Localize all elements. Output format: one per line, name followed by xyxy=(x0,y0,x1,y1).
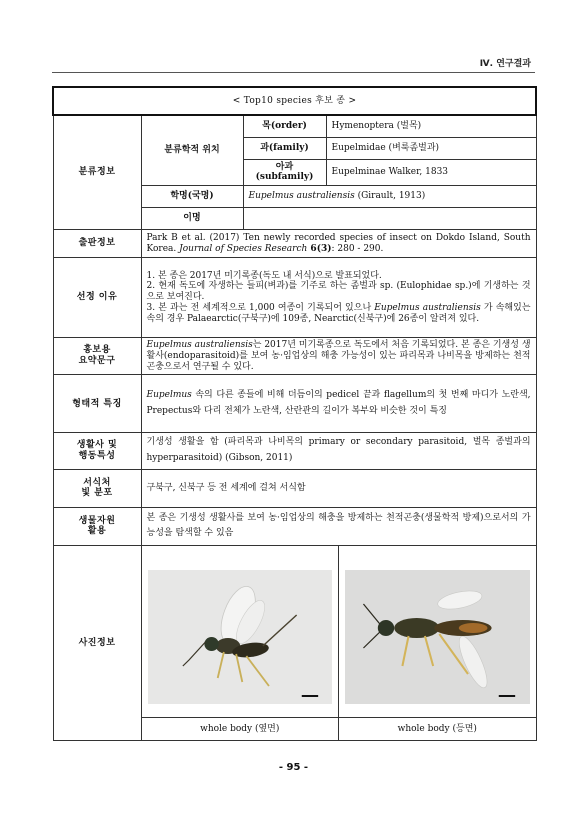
ecology-text: 기생성 생활을 함 (파리목과 나비목의 primary or secondary parasitoid, 벌목 종벌과의 hyperparasitoid) (Gibson, 2011) xyxy=(141,433,536,470)
promotion-body: 는 2017년 미기록종으로 독도에서 처음 기록되었다. 본 종은 기생성 생활사(endoparasitoid)를 보여 농·임업상의 해충 가능성이 있는 파리목과 나비목을 방제하는 천적곤충으로서 연구될 수 있다. xyxy=(146,340,531,372)
distribution-text: 구북구, 신북구 등 전 세계에 걸쳐 서식함 xyxy=(141,469,536,507)
wasp-dorsal-image xyxy=(345,570,530,704)
caption-lateral: whole body (옆면) xyxy=(142,717,339,740)
scientific-name-label: 학명(국명) xyxy=(141,186,243,208)
promotion-label xyxy=(53,338,141,375)
utilization-text: 본 종은 기생성 생활사를 보여 농·임업상의 해충을 방제하는 천적곤충(생물학적 방제)으로서의 가능성을 탐색할 수 있음 xyxy=(141,507,536,545)
ecology-label-line2: 행동특성 xyxy=(78,451,116,462)
utilization-label-line1: 생물자원 xyxy=(78,515,116,526)
morphology-genus: Eupelmus xyxy=(146,390,192,401)
promotion-label-line2: 요약문구 xyxy=(78,356,116,367)
header-rule xyxy=(52,72,535,73)
taxonomic-position-label: 분류학적 위치 xyxy=(141,115,243,186)
publication-label: 출판정보 xyxy=(53,230,141,258)
caption-dorsal: whole body (등면) xyxy=(339,717,536,740)
selection-item-3-b: 가 속해있는 속의 경우 Palaearctic(구북구)에 109종, Nearctic(신북구)에 26종이 알려져 있다. xyxy=(146,302,531,324)
subfamily-label: 아과(subfamily) xyxy=(243,159,326,186)
selection-item-1: 1. 본 종은 2017년 미기록종(독도 내 서식)으로 발표되었다. xyxy=(146,270,382,281)
scientific-name-value xyxy=(243,186,536,208)
selection-reason-label: 선정 이유 xyxy=(53,258,141,338)
selection-item-3-a: 3. 본 과는 전 세계적으로 1,000 여종이 기록되어 있으나 xyxy=(146,302,375,313)
ecology-label-line1: 생활사 및 xyxy=(76,440,118,451)
utilization-label-line2: 활용 xyxy=(87,526,107,537)
family-label: 과(family) xyxy=(243,137,326,159)
promotion-text xyxy=(141,338,536,375)
selection-item-2: 2. 현재 독도에 자생하는 들피(벼과)를 기주로 하는 좀벌과 sp. (Eulophidae sp.)에 기생하는 것으로 보여진다. xyxy=(146,281,531,303)
scientific-name-author: (Girault, 1913) xyxy=(354,191,426,202)
photo-lateral xyxy=(142,546,339,740)
journal-pages: : 280 - 290. xyxy=(331,243,384,254)
distribution-label-line2: 빛 분포 xyxy=(81,488,113,499)
order-label: 목(order) xyxy=(243,115,326,137)
species-info-table xyxy=(52,86,537,741)
selection-item-3 xyxy=(147,303,531,325)
chapter-header: Ⅳ. 연구결과 xyxy=(479,59,531,69)
morphology-text xyxy=(141,375,536,433)
distribution-label-line1: 서식처 xyxy=(83,477,111,488)
wasp-lateral-image xyxy=(148,570,333,704)
journal-name: Journal of Species Research xyxy=(179,243,308,254)
taxonomy-label: 분류정보 xyxy=(53,115,141,230)
morphology-body: 속의 다른 종들에 비해 더듬이의 pedicel 끝과 flagellum의 첫 번째 마디가 노란색, Prepectus와 다리 전체가 노란색, 산란관의 길이가 복부와 비슷한 것이 특징 xyxy=(146,390,531,416)
synonym-value xyxy=(243,208,536,230)
scientific-name-italic: Eupelmus australiensis xyxy=(248,191,355,202)
page-title: < Top10 species 후보 종 > xyxy=(53,87,536,115)
morphology-label: 형태적 특징 xyxy=(53,375,141,433)
promotion-label-line1: 홍보용 xyxy=(83,345,111,356)
subfamily-value: Eupelminae Walker, 1833 xyxy=(326,159,536,186)
publication-text xyxy=(141,230,536,258)
ecology-label xyxy=(53,433,141,470)
selection-item-3-species: Eupelmus australiensis xyxy=(374,302,481,313)
family-value: Eupelmidae (벼룩좀벌과) xyxy=(326,137,536,159)
order-value: Hymenoptera (벌목) xyxy=(326,115,536,137)
photo-label: 사진정보 xyxy=(53,545,141,740)
selection-reason-text xyxy=(141,258,536,338)
utilization-label xyxy=(53,507,141,545)
photo-area xyxy=(141,545,536,740)
synonym-label: 이명 xyxy=(141,208,243,230)
journal-volume: 6(3) xyxy=(307,243,332,254)
page-number: - 95 - xyxy=(278,762,309,773)
publication-citation: Park B et al. (2017) Ten newly recorded species of insect on Dokdo Island, South Korea. xyxy=(146,232,531,254)
promotion-species: Eupelmus australiensis xyxy=(146,340,253,351)
distribution-label xyxy=(53,469,141,507)
photo-dorsal xyxy=(338,546,536,740)
